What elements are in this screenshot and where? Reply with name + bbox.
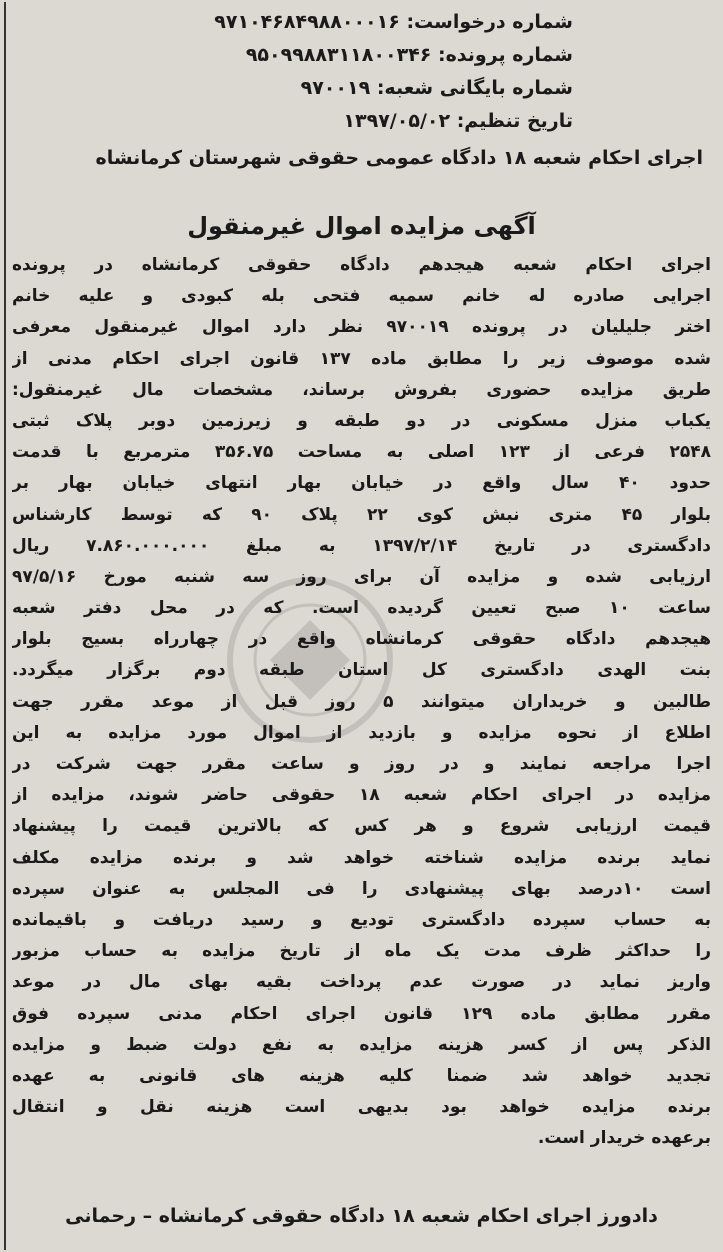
body-line: نماید برنده مزایده شناخته خواهد شد و برنده مزایده مکلف [12,847,711,868]
body-line: واریز نماید در صورت عدم پرداخت بقیه بهای مال در موعد [12,972,711,993]
body-line: اجرا مراجعه نمایند و در روز و ساعت مقرر جهت شرکت در [12,754,711,774]
body-line: یکباب منزل مسکونی در دو طبقه و زیرزمین دوبر پلاک ثبتی [12,410,711,431]
body-line: بلوار ۴۵ متری نبش کوی ۲۲ پلاک ۹۰ که توسط کارشناس [12,504,711,525]
court-name: اجرای احکام شعبه ۱۸ دادگاه عمومی حقوقی شهرستان کرمانشاه [95,147,703,169]
body-line: مقرر مطابق ماده ۱۲۹ قانون اجرای احکام مدنی سپرده فوق [12,1003,711,1024]
archive-number: شماره بایگانی شعبه: ۹۷۰۰۱۹ [300,77,573,99]
case-header [33,6,573,138]
body-line: طالبین و خریداران میتوانند ۵ روز قبل از موعد مقرر جهت [12,691,711,712]
body-line: ارزیابی شده و مزایده آن برای روز سه شنبه مورخ ۹۷/۵/۱۶ [12,566,711,587]
body-line: است ۱۰درصد بهای پیشنهادی را فی المجلس به عنوان سپرده [12,878,711,899]
body-line: هیجدهم دادگاه حقوقی کرمانشاه واقع در چهارراه بسیج بلوار [12,629,711,650]
body-line: حدود ۴۰ سال واقع در خیابان بهار انتهای خیابان بهار بر [12,473,711,494]
body-line: دادگستری در تاریخ ۱۳۹۷/۲/۱۴ به مبلغ ۷.۸۶۰.۰۰۰.۰۰۰ ریال [12,535,711,556]
body-line: شده موصوف زیر را مطابق ماده ۱۳۷ قانون اجرای احکام مدنی از [12,348,711,369]
body-line: اجرای احکام شعبه هیجدهم دادگاه حقوقی کرمانشاه در پرونده [12,255,711,275]
issue-date: تاریخ تنظیم: ۱۳۹۷/۰۵/۰۲ [343,110,573,132]
signature-line: دادورز اجرای احکام شعبه ۱۸ دادگاه حقوقی کرمانشاه – رحمانی [65,1205,658,1227]
notice-body [12,250,711,1154]
body-line: تجدید خواهد شد ضمنا کلیه هزینه های قانونی به عهده [12,1065,711,1086]
body-line: برنده مزایده خواهد بود بدیهی است هزینه نقل و انتقال [12,1097,711,1118]
body-line: برعهده خریدار است. [537,1128,711,1149]
body-line: مزایده در اجرای احکام شعبه ۱۸ حقوقی حاضر شوند، مزایده از [12,785,711,806]
body-line: قیمت ارزیابی شروع و هر کس که بالاترین قیمت را پیشنهاد [12,816,711,837]
request-number: شماره درخواست: ۹۷۱۰۴۶۸۴۹۸۸۰۰۰۱۶ [214,11,573,33]
body-line: اختر جلیلیان در پرونده ۹۷۰۰۱۹ نظر دارد اموال غیرمنقول معرفی [12,317,711,338]
body-line: به حساب سپرده دادگستری تودیع و رسید دریافت و باقیمانده [12,909,711,930]
body-line: بنت الهدی دادگستری کل استان طبقه دوم برگزار میگردد. [12,660,711,681]
case-number: شماره پرونده: ۹۵۰۹۹۸۸۳۱۱۸۰۰۳۴۶ [245,44,573,66]
notice-title: آگهی مزایده اموال غیرمنقول [187,212,536,240]
body-line: ۲۵۴۸ فرعی از ۱۲۳ اصلی به مساحت ۳۵۶.۷۵ مترمربع با قدمت [12,442,711,463]
body-line: طریق مزایده حضوری بفروش برساند، مشخصات مال غیرمنقول: [12,379,711,400]
body-line: اطلاع از نحوه مزایده و بازدید از اموال مورد مزایده به این [12,722,711,743]
body-line: الذکر پس از کسر هزینه مزایده به نفع دولت ضبط و مزایده [12,1034,711,1055]
body-line: را حداکثر ظرف مدت یک ماه از تاریخ مزایده به حساب مزبور [12,941,711,962]
body-line: ساعت ۱۰ صبح تعیین گردیده است. که در محل دفتر شعبه [12,598,711,619]
body-line: اجرایی صادره له خانم سمیه فتحی بله کبودی و علیه خانم [12,286,711,307]
